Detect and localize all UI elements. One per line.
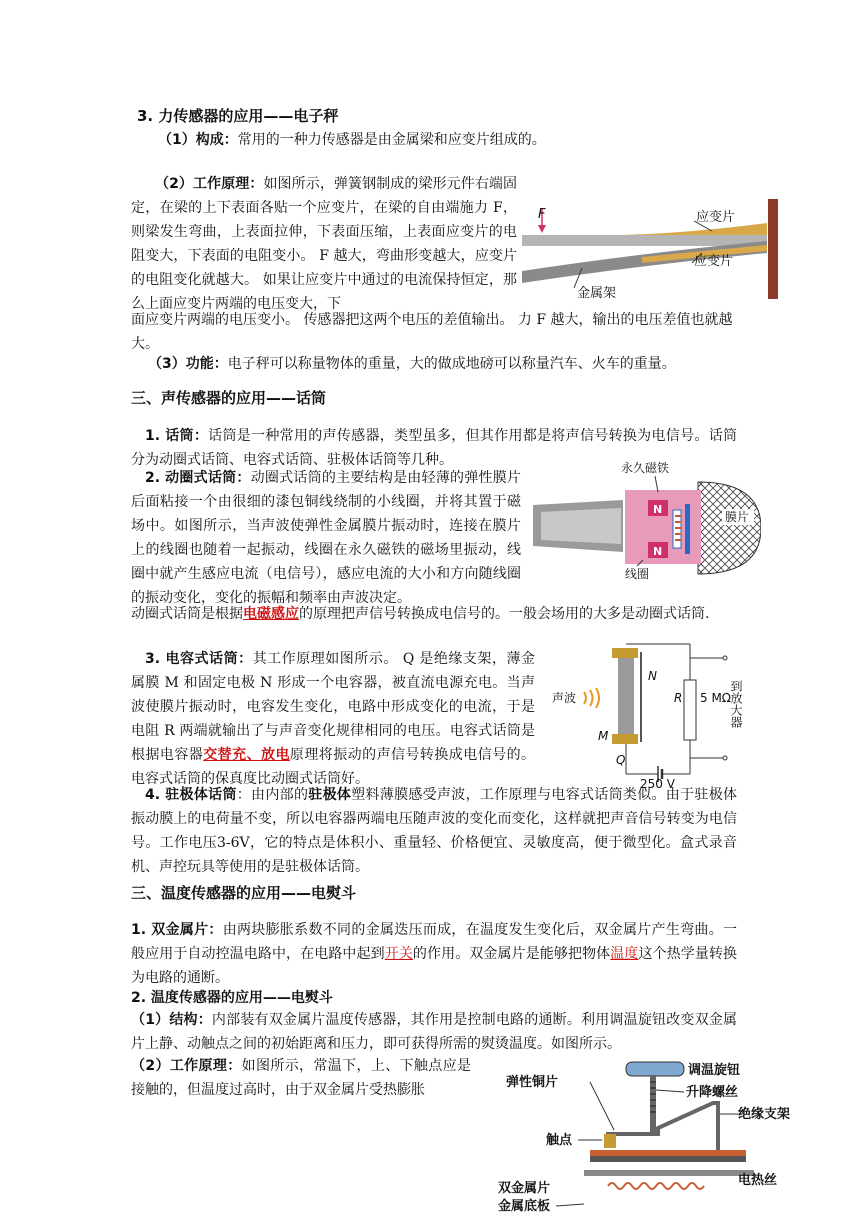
label-pole-top: N: [653, 503, 663, 516]
label-electret: 4. 驻极体话筒: [145, 787, 237, 803]
figure-condenser-microphone: [550, 640, 760, 790]
label-force: F: [538, 207, 546, 222]
highlight-electromagnetic-induction: 电磁感应: [243, 606, 299, 622]
label-dynamic: 2. 动圈式话筒：: [145, 470, 251, 486]
label-structure: （1）结构：: [131, 1012, 212, 1028]
paragraph-principle-cont: 面应变片两端的电压变小。 传感器把这两个电压的差值输出。 力 F 越大，输出的电压差值也就越大。: [131, 312, 733, 352]
text-condenser-a: 其工作原理如图所示。 Q 是绝缘支架，薄金属膜 M 和固定电极 N 形成一个电容器，被直流电源充电。当声波使膜片振动时，电容发生变化，电路中形成变化的电流，于是电阻 R 两端就输出了与声音变化规律相同的电压。电容式话筒是根据电容器: [131, 651, 535, 763]
label-composition: （1）构成：: [158, 132, 238, 148]
text-composition: 常用的一种力传感器是由金属梁和应变片组成的。: [237, 132, 546, 148]
text-microphone: 话筒是一种常用的声传感器，类型虽多，但其作用都是将声信号转换为电信号。话筒分为动圈式话筒、电容式话筒、驻极体话筒等几种。: [131, 428, 737, 468]
paragraph-dynamic: [131, 466, 521, 610]
label-knob: 调温旋钮: [688, 1063, 741, 1078]
label-function: （3）功能：: [148, 356, 228, 372]
label-microphone: 1. 话筒：: [145, 428, 209, 444]
text-electret-a: ：由内部的: [236, 787, 309, 803]
figure-strain-gauge: [522, 193, 784, 303]
text-bimetal-b: 的作用。双金属片是能够把物体: [412, 946, 611, 962]
label-m: M: [598, 729, 609, 743]
label-q: Q: [616, 753, 626, 767]
label-bimetal-fig: 双金属片: [498, 1181, 551, 1196]
label-coil: 线圈: [625, 567, 650, 581]
section-heading-temperature: 三、温度传感器的应用——电熨斗: [131, 884, 357, 902]
svg-text:N: N: [653, 545, 663, 558]
label-beam: 金属架: [577, 286, 617, 301]
label-principle: （2）工作原理：: [155, 176, 264, 192]
label-magnet: 永久磁铁: [621, 461, 670, 475]
paragraph-bimetal: [131, 918, 737, 990]
label-condenser: 3. 电容式话筒：: [145, 651, 253, 667]
section-heading-sound: 三、声传感器的应用——话筒: [131, 389, 327, 407]
text-dynamic-cont-b: 的原理把声信号转换成电信号的。一般会场用的大多是动圈式话筒.: [299, 606, 710, 622]
label-heater: 电热丝: [738, 1173, 778, 1188]
paragraph-electret: [131, 783, 737, 879]
label-strain-top: 应变片: [696, 210, 736, 225]
text-electret-b: 塑料薄膜感受声波，工作原理与电容式话筒类似。由于驻极体振动膜上的电荷量不变，所以电容器两端电压随声波的变化而变化，这样就把声音信号转变为电信号。工作电压3-6V，它的特点是体积小、重量轻、价格便宜、灵敏度高，便于微型化。盒式录音机、声控玩具等使用的是驻极体话筒。: [131, 787, 738, 875]
paragraph-principle: [131, 172, 517, 316]
highlight-switch: 开关: [384, 946, 413, 962]
text-function: 电子秤可以称量物体的重量，大的做成地磅可以称量汽车、火车的重量。: [227, 356, 676, 372]
paragraph-composition: [158, 128, 758, 152]
figure-electric-iron: [498, 1058, 798, 1216]
text-bimetal-a: 由两块膨胀系数不同的金属迭压而成，在温度发生变化后，双金属片产生弯曲。一般应用于自动控温电路中，在电路中起到: [131, 922, 737, 962]
highlight-charge-discharge: 交替充、放电: [203, 747, 290, 763]
paragraph-dynamic-cont: [131, 602, 739, 626]
text-condenser-b: 原理将振动的声信号转换成电信号的。电容式话筒的保真度比动圈式话筒好。: [131, 747, 536, 787]
paragraph-function: [148, 352, 748, 376]
figure-dynamic-microphone: [533, 460, 761, 585]
label-copper: 弹性铜片: [506, 1075, 559, 1090]
text-structure: 内部装有双金属片温度传感器，其作用是控制电路的通断。利用调温旋钮改变双金属片上静、动触点之间的初始距离和压力，即可获得所需的熨烫温度。如图所示。: [131, 1012, 737, 1052]
paragraph-iron-principle: [131, 1054, 471, 1102]
paragraph-structure: [131, 1008, 737, 1056]
label-resistor: R: [674, 691, 683, 705]
label-contact: 触点: [546, 1133, 573, 1148]
label-n: N: [648, 669, 657, 683]
label-bimetal: 1. 双金属片：: [131, 922, 223, 938]
text-electret-bold: 驻极体: [308, 787, 352, 803]
label-iron-principle: （2）工作原理：: [131, 1058, 242, 1074]
text-principle: 如图所示，弹簧钢制成的梁形元件右端固定，在梁的上下表面各贴一个应变片，在梁的自由端施力 F，则梁发生弯曲，上表面拉伸，下表面压缩，上表面应变片的电阻变大，下表面的电阻变小。 F 越大，弯曲形变越大，应变片的电阻变化就越大。 如果让应变片中通过的电流保持恒定，那么上面应变片两端的电压变大，下: [131, 176, 517, 312]
text-iron-principle: 如图所示，常温下，上、下触点应是接触的，但温度过高时，由于双金属片受热膨胀: [131, 1058, 472, 1098]
label-to-amp: 到放大器: [729, 680, 743, 728]
subheading-iron: 2. 温度传感器的应用——电熨斗: [131, 990, 333, 1006]
label-sound-wave: 声波: [552, 691, 577, 705]
highlight-temperature: 温度: [610, 946, 639, 962]
label-support: 绝缘支架: [738, 1107, 791, 1122]
label-resistance: 5 MΩ: [700, 691, 731, 705]
label-membrane: 膜片: [725, 510, 750, 524]
section-heading-force: 3. 力传感器的应用——电子秤: [137, 107, 339, 125]
label-voltage: 250 V: [640, 777, 675, 790]
text-dynamic-cont-a: 动圈式话筒是根据: [131, 606, 243, 622]
label-base: 金属底板: [498, 1199, 551, 1214]
paragraph-condenser: [131, 647, 535, 791]
label-strain-bottom: 应变片: [694, 254, 734, 269]
text-bimetal-c: 这个热学量转换为电路的通断。: [131, 946, 738, 986]
label-screw: 升降螺丝: [686, 1085, 739, 1100]
text-dynamic: 动圈式话筒的主要结构是由轻薄的弹性膜片后面粘接一个由很细的漆包铜线绕制的小线圈，并将其置于磁场中。如图所示，当声波使弹性金属膜片振动时，连接在膜片上的线圈也随着一起振动，线圈在永久磁铁的磁场里振动，线圈中就产生感应电流（电信号），感应电流的大小和方向随线圈的振动变化，变化的振幅和频率由声波决定。: [131, 470, 522, 606]
